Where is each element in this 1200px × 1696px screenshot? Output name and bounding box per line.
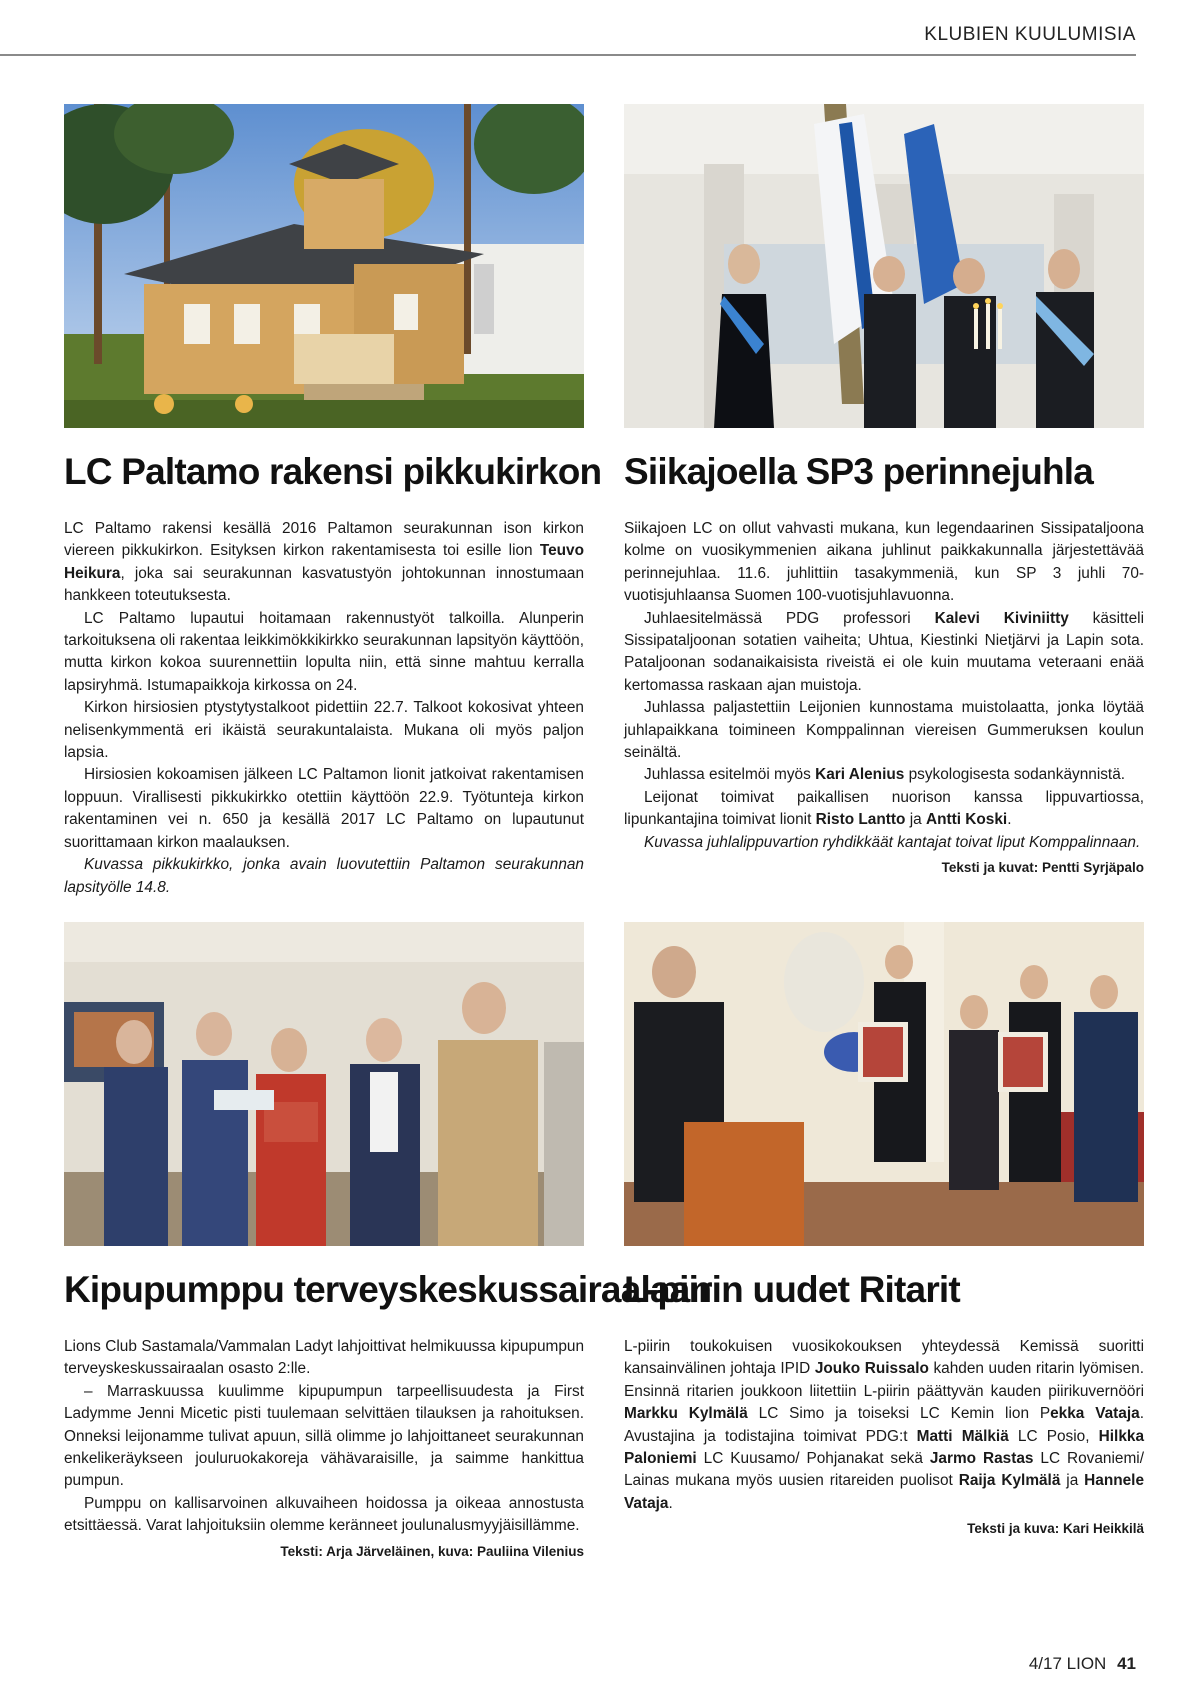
- credit: Teksti ja kuva: Kari Heikkilä: [967, 1521, 1144, 1537]
- knights-photo: [624, 922, 1144, 1246]
- section-label: KLUBIEN KUULUMISIA: [924, 24, 1136, 45]
- headline: LC Paltamo rakensi pikkukirkon: [64, 451, 602, 492]
- bold-name: Jarmo Rastas: [929, 1450, 1034, 1468]
- page-number: 41: [1117, 1654, 1136, 1673]
- bold-name: Jouko Ruissalo: [814, 1360, 929, 1378]
- paragraph: Siikajoen LC on ollut vahvasti mukana, kun legendaarinen Sissipataljoona kolme on vuosikymmenien aikana juhlinut paikkakunnalla järjestettävää perinnejuhlaa. 11.6. juhlittiin tasakymmeniä, kun SP 3 juhli 70-vuotisjuhlaansa Suomen 100-vuotisjuhlavuonna.: [624, 520, 1144, 605]
- bold-name: Kalevi Kiviniitty: [934, 609, 1069, 627]
- bold-name: Markku Kylmälä: [624, 1405, 748, 1423]
- article-ritarit: [624, 922, 1144, 1536]
- headline: L-piirin uudet Ritarit: [624, 1269, 960, 1310]
- article-body: [64, 1336, 584, 1538]
- magazine-name: LION: [1066, 1654, 1107, 1673]
- bold-name: ekka Vataja: [1050, 1405, 1140, 1423]
- bold-name: Kari Alenius: [815, 766, 905, 784]
- article-body: [624, 1336, 1144, 1515]
- article-paltamo: [64, 104, 602, 899]
- paragraph: Lions Club Sastamala/Vammalan Ladyt lahjoittivat helmikuussa kipupumpun terveyskeskussairaalan osasto 2:lle.: [64, 1338, 584, 1378]
- paragraph: L-piirin toukokuisen vuosikokouksen yhteydessä Kemissä suoritti kansainvälinen johtaja IPID Jouko Ruissalo kahden uuden ritarin lyömisen. Ensinnä ritarien joukkoon liitettiin L-piirin päättyvän kauden piirikuvernööri Markku Kylmälä LC Simo ja toiseksi LC Kemin lion Pekka Vataja. Avustajina ja todistajina toimivat PDG:t Matti Mälkiä LC Posio, Hilkka Paloniemi LC Kuusamo/ Pohjanakat sekä Jarmo Rastas LC Rovaniemi/ Lainas mukana myös uusien ritareiden puolisot Raija Kylmälä ja Hannele Vataja.: [624, 1338, 1145, 1512]
- paragraph: LC Paltamo lupautui hoitamaan rakennustyöt talkoilla. Alunperin tarkoituksena oli rakentaa leikkimökkikirkko seurakunnan lapsityön käyttöön, mutta kirkon kokoa suurennettiin lopulta niin, että sinne mahtuu kerralla lapsiryhmä. Istumapaikkoja kirkossa on 24.: [64, 609, 584, 694]
- credit: Teksti: Arja Järveläinen, kuva: Pauliina Vilenius: [280, 1543, 584, 1559]
- bold-name: Hilkka Paloniemi: [624, 1427, 1145, 1468]
- chapel-illustration: [64, 104, 584, 428]
- paragraph: Juhlassa esitelmöi myös Kari Alenius psykologisesta sodankäynnistä.: [644, 766, 1126, 784]
- issue-number: 4/17: [1028, 1654, 1062, 1673]
- chapel-photo: [64, 104, 584, 428]
- donation-photo: [64, 922, 584, 1246]
- paragraph: Hirsiosien kokoamisen jälkeen LC Paltamon lionit jatkoivat rakentamisen loppuun. Virallisesti pikkukirkko otettiin käyttöön 22.9. Työtunteja kirkon rakentaminen vei n. 650 ja kesällä 2017 LC Paltamo on lupautunut suorittamaan kirkon maalauksen.: [64, 766, 584, 851]
- paragraph: Leijonat toimivat paikallisen nuorison kanssa lippuvartiossa, lipunkantajina toimivat lionit Risto Lantto ja Antti Koski.: [624, 788, 1144, 829]
- bold-name: Hannele Vataja: [624, 1472, 1145, 1512]
- article-body: [64, 518, 584, 899]
- paragraph: Kirkon hirsiosien ptystytystalkoot pidettiin 22.7. Talkoot kokosivat yhteen nelisenkymmentä eri ikäistä seurakuntalaista. Mukana oli myös paljon lapsia.: [64, 699, 584, 762]
- credit: Teksti ja kuvat: Pentti Syrjäpalo: [941, 860, 1144, 876]
- photo-caption: Kuvassa pikkukirkko, jonka avain luovutettiin Paltamon seurakunnan lapsityölle 14.8.: [64, 856, 584, 896]
- flag-ceremony-illustration: [624, 104, 1144, 428]
- paragraph: – Marraskuussa kuulimme kipupumpun tarpeellisuudesta ja First Ladymme Jenni Micetic pisti tuulemaan selvittäen tilauksen ja rahoituksen. Onneksi leijonamme tulivat apuun, sillä olimme jo lahjoittaneet seurakunnan enkelikeräykseen jouluruokakoreja vähävaraisille, ja saimme hankittua pumpun.: [64, 1382, 584, 1490]
- headline: Siikajoella SP3 perinnejuhla: [624, 451, 1094, 492]
- paragraph: Juhlassa paljastettiin Leijonien kunnostama muistolaatta, jonka löytää juhlapaikkana toimineen Komppalinnan viereisen Gummeruksen koulun seinältä.: [624, 699, 1144, 762]
- bold-name: Raija Kylmälä: [958, 1472, 1061, 1490]
- paragraph: Pumppu on kallisarvoinen alkuvaiheen hoidossa ja oikeaa annostusta etsittäessä. Varat lahjoituksiin olemme keränneet joulunalusmyyjäisillämme.: [64, 1494, 584, 1535]
- paragraph: Juhlaesitelmässä PDG professori Kalevi Kiviniitty käsitteli Sissipataljoonan sotatien vaiheita; Uhtua, Kiestinki Nietjärvi ja Lapin sota. Pataljoonan sodanaikaisista riveistä ei ole kuin muutama veteraani enää kertomassa raskaan ajan muistoja.: [624, 609, 1144, 694]
- bold-name: Risto Lantto: [815, 811, 906, 829]
- bold-name: Antti Koski: [925, 811, 1008, 829]
- bold-name: Teuvo Heikura: [64, 542, 584, 582]
- article-body: [624, 518, 1144, 854]
- page-footer: [1029, 1654, 1136, 1674]
- flag-bearers-photo: [624, 104, 1144, 428]
- headline: Kipupumppu terveyskeskussairaalaan: [64, 1269, 712, 1310]
- donation-illustration: [64, 922, 584, 1246]
- knights-illustration: [624, 922, 1144, 1246]
- paragraph: LC Paltamo rakensi kesällä 2016 Paltamon seurakunnan ison kirkon viereen pikkukirkon. Esityksen kirkon rakentamisesta toi esille lion Teuvo Heikura, joka sai seurakunnan kasvatustyön johtokunnan innostumaan hankkeen toteutuksesta.: [64, 520, 584, 605]
- bold-name: Matti Mälkiä: [916, 1427, 1009, 1445]
- photo-caption: Kuvassa juhlalippuvartion ryhdikkäät kantajat toivat liput Komppalinnaan.: [644, 833, 1141, 851]
- article-siikajoki: [624, 104, 1144, 875]
- header-rule: [0, 54, 1136, 56]
